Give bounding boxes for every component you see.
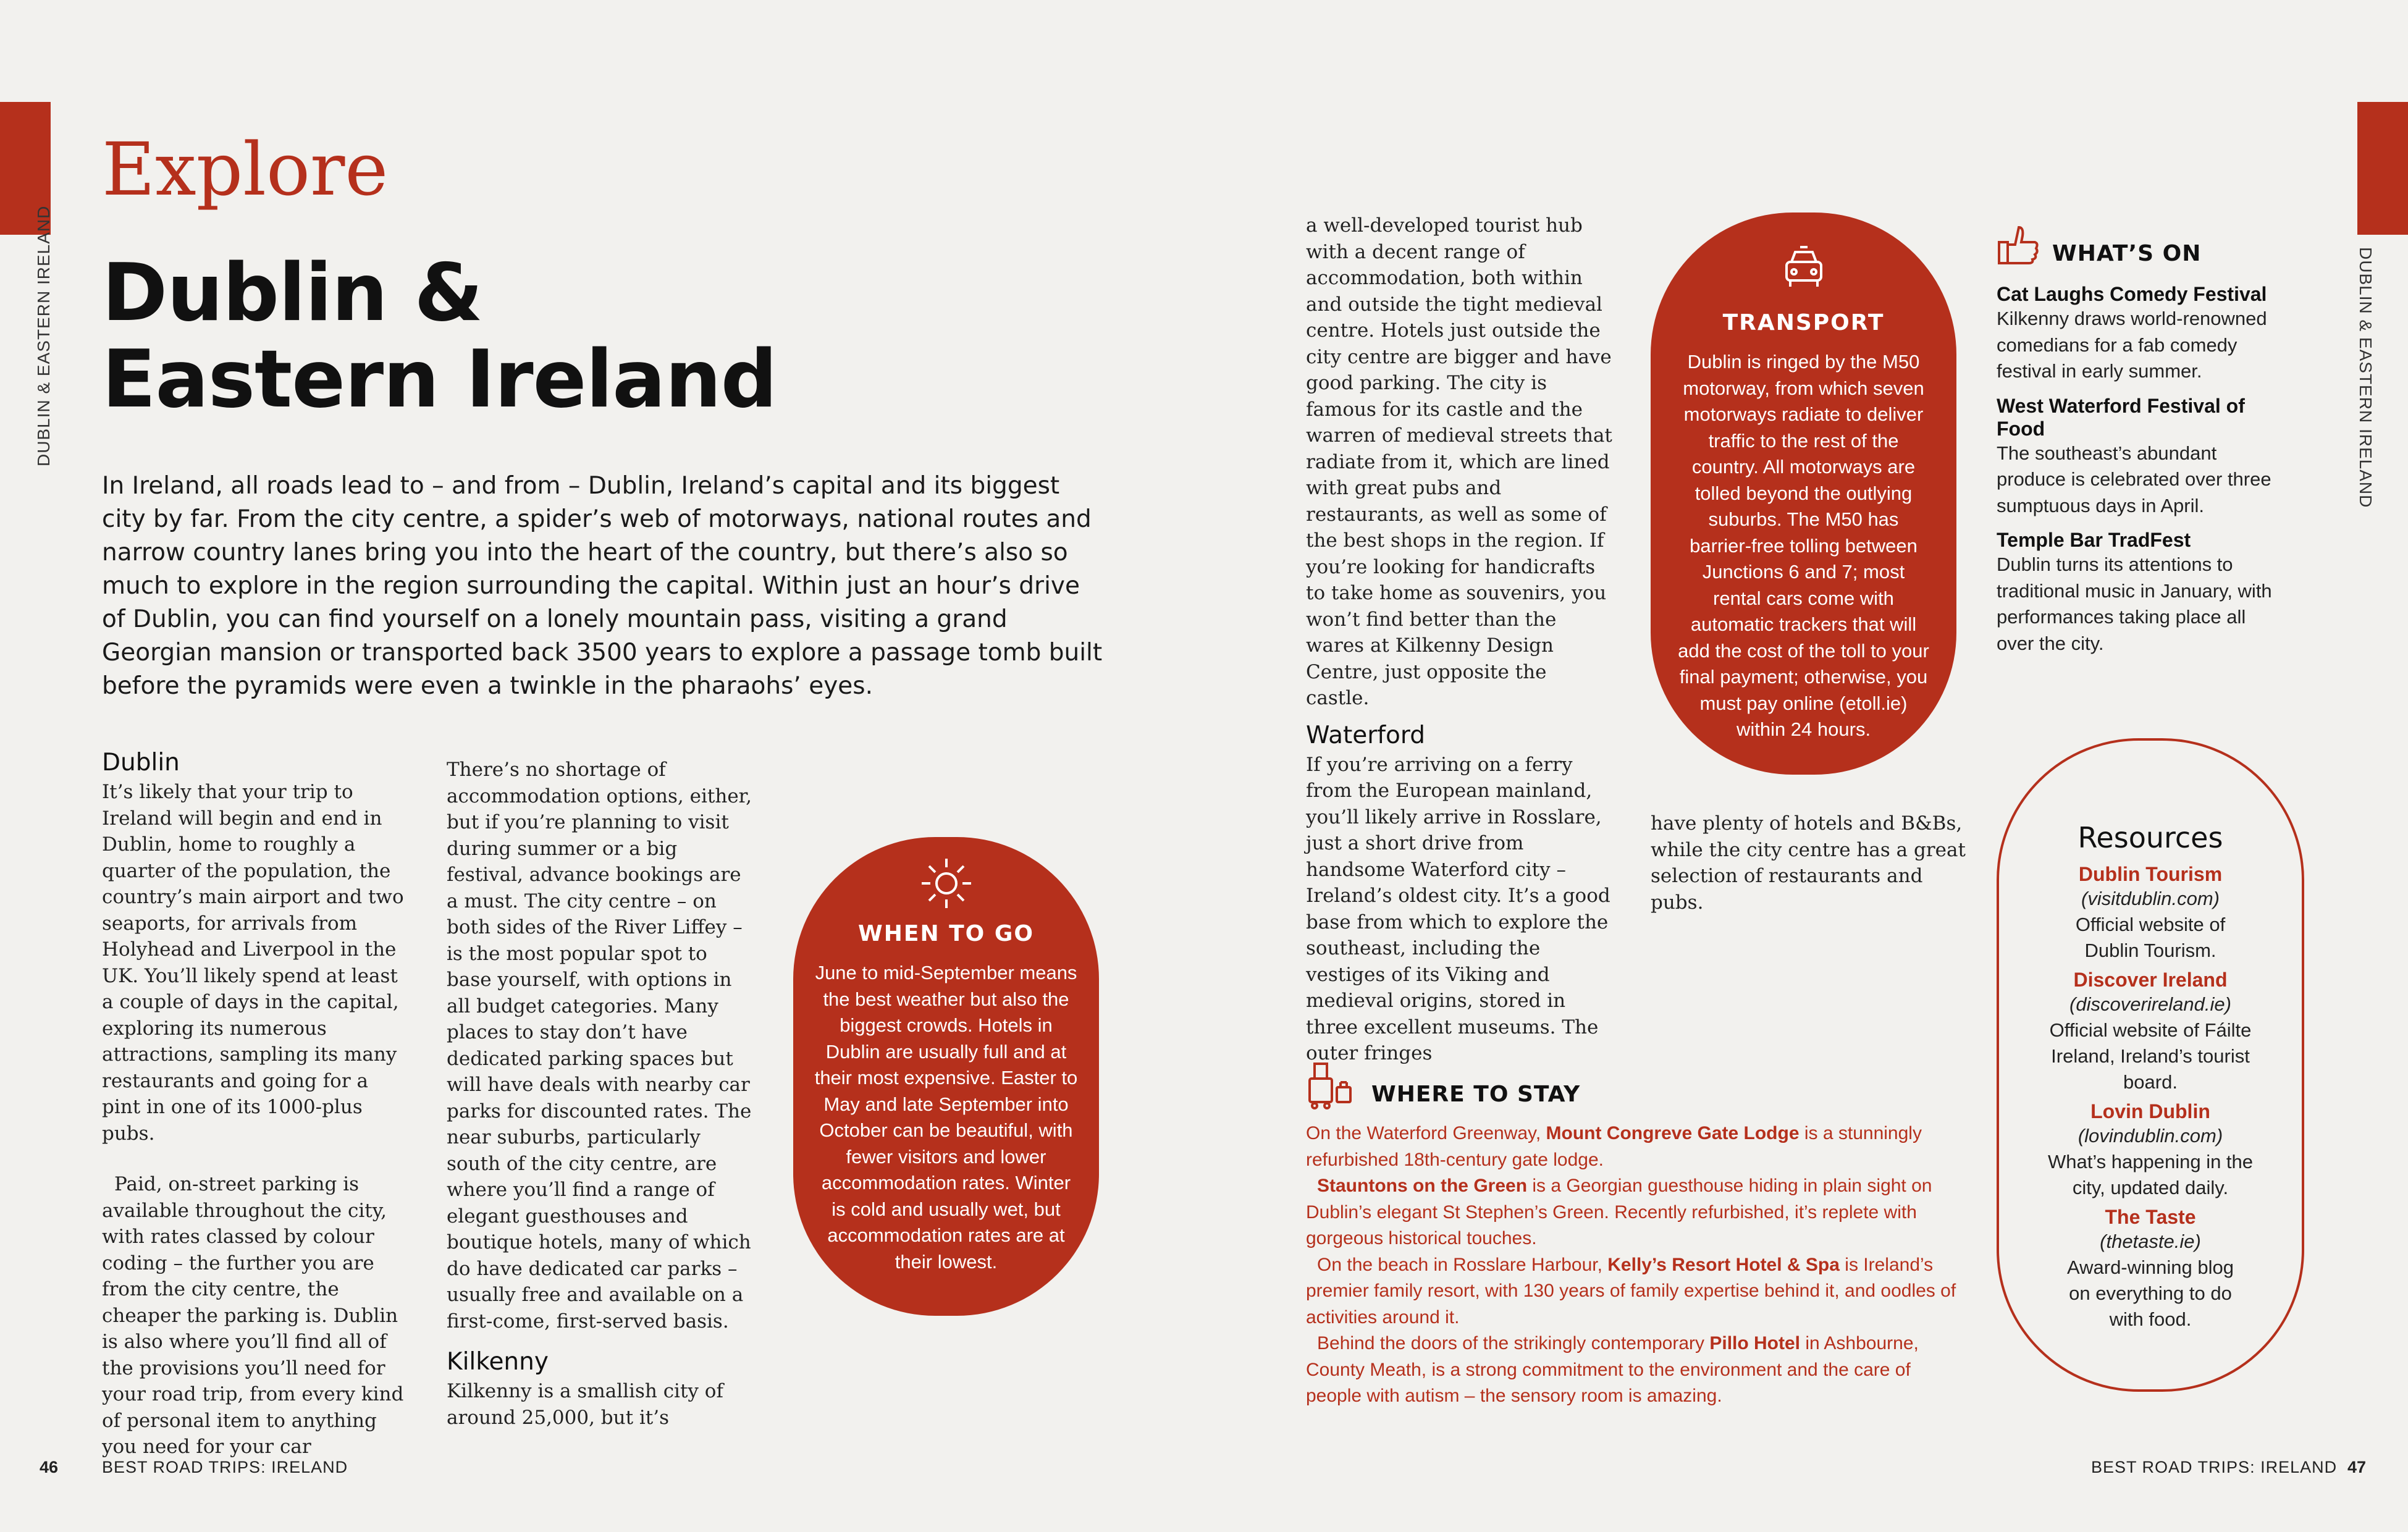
when-to-go-text: June to mid-September means the best weather but also the biggest crowds. Hotels in Dublin are usually full and at their most expensive. Easter to May and late September into October can be beautiful, with fewer visitors and lower accommodation rates. Winter is cold and usually wet, but accommodation rates are at their lowest. <box>814 962 1078 1273</box>
event-description: Kilkenny draws world-renowned comedians for a fab comedy festival in early summer. <box>1997 308 2267 382</box>
event-description: The southeast’s abundant produce is celebrated over three sumptuous days in April. <box>1997 442 2271 516</box>
resource-description: What’s happening in the city, updated daily. <box>2047 1151 2254 1198</box>
resource-item <box>1999 1206 2302 1332</box>
resource-url: (lovindublin.com) <box>2078 1125 2223 1147</box>
when-to-go-panel <box>793 837 1099 1316</box>
kilkenny-paragraph-continued: a well-developed tourist hub with a decent range of accommodation, both within and outside the tight medieval centre. Hotels just outside the city centre are bigger and have good parking. The city is famous for its castle and the warren of medieval streets that radiate from it, which are lined with great pubs and restaurants, as well as some of the best shops in the region. If you’re looking for handicrafts to take home as souvenirs, you won’t find better than the wares at Kilkenny Design Centre, just opposite the castle. <box>1306 214 1612 709</box>
stay-item <box>1306 1252 1961 1331</box>
right-book-title: BEST ROAD TRIPS: IRELAND <box>2091 1458 2338 1476</box>
page-title <box>102 247 967 426</box>
transport-text: Dublin is ringed by the M50 motorway, from which seven motorways radiate to deliver traffic to the rest of the country. All motorways are tolled beyond the outlying suburbs. The M50 has barrier-free tolling between Junctions 6 and 7; most rental cars come with automatic trackers that will add the cost of the toll to your final payment; otherwise, you must pay online (etoll.ie) within 24 hours. <box>1678 351 1929 740</box>
resource-description: Official website of Dublin Tourism. <box>2075 914 2226 961</box>
stay-item-name: Mount Congreve Gate Lodge <box>1546 1123 1800 1143</box>
thumbs-up-icon <box>1997 222 2041 267</box>
waterford-paragraph: If you’re arriving on a ferry from the European mainland, you’ll likely arrive in Rosslare, just a short drive from handsome Waterford city – Ireland’s oldest city. It’s a good base from which to explore the southeast, including the vestiges of its Viking and medieval origins, stored in three excellent museums. The outer fringes <box>1306 753 1610 1064</box>
stay-item-intro: On the Waterford Greenway, <box>1306 1123 1546 1143</box>
waterford-continued-column <box>1651 810 1966 915</box>
stay-item-description: in Ashbourne, County Meath, is a strong commitment to the environment and the care of people with autism – the sensory room is amazing. <box>1306 1333 1919 1406</box>
left-book-title: BEST ROAD TRIPS: IRELAND <box>102 1458 348 1476</box>
stay-item-description: is a stunningly refurbished 18th-century gate lodge. <box>1306 1123 1922 1170</box>
stay-item <box>1306 1331 1961 1410</box>
dublin-paragraph-1: It’s likely that your trip to Ireland will begin and end in Dublin, home to roughly a quarter of the population, the country’s main airport and two seaports, for arrivals from Holyhead and Liverpool in the UK. You’ll likely spend at least a couple of days in the capital, exploring its numerous attractions, sampling its many restaurants and going for a pint in one of its 1000-plus pubs. <box>102 781 404 1145</box>
kilkenny-paragraph-start: Kilkenny is a smallish city of around 25,000, but it’s <box>447 1380 723 1429</box>
stay-item <box>1306 1121 1961 1173</box>
dublin-paragraph-2: Paid, on-street parking is available throughout the city, with rates classed by colour coding – the further you are from the city centre, the cheaper the parking is. Dublin is also where you’ll find all of the provisions you’ll need for your road trip, from every kind of personal item to anything you need for your car <box>102 1173 404 1458</box>
kilkenny-heading: Kilkenny <box>447 1348 549 1376</box>
resource-url: (discoverireland.ie) <box>2069 993 2231 1015</box>
title-line-2: Eastern Ireland <box>102 334 777 426</box>
resource-item <box>1999 969 2302 1095</box>
event-description: Dublin turns its attentions to traditional music in January, with performances taking place all over the city. <box>1997 553 2272 654</box>
resource-name: Dublin Tourism <box>2078 863 2223 885</box>
right-running-head: DUBLIN & EASTERN IRELAND <box>2356 247 2375 508</box>
kilkenny-waterford-column <box>1306 213 1615 1067</box>
stay-item-name: Kelly’s Resort Hotel & Spa <box>1607 1254 1840 1275</box>
waterford-paragraph-continued: have plenty of hotels and B&Bs, while the city centre has a great selection of restaurants and pubs. <box>1651 812 1966 914</box>
intro-paragraph: In Ireland, all roads lead to – and from – Dublin, Ireland’s capital and its biggest city by far. From the city centre, a spider’s web of motorways, national routes and narrow country lanes bring you into the heart of the country, but there’s also so much to explore in the region surrounding the capital. Within just an hour’s drive of Dublin, you can find yourself on a lonely mountain pass, visiting a grand Georgian mansion or transported back 3500 years to explore a passage tomb built before the pyramids were even a twinkle in the pharaohs’ eyes. <box>102 472 1103 700</box>
event-item <box>1997 395 2287 520</box>
where-to-stay-section <box>1306 1058 1961 1410</box>
when-to-go-heading: WHEN TO GO <box>858 921 1034 946</box>
resource-url: (visitdublin.com) <box>2081 888 2220 909</box>
where-to-stay-heading: WHERE TO STAY <box>1371 1082 1581 1107</box>
resource-url: (thetaste.ie) <box>2100 1231 2201 1252</box>
stay-item-name: Pillo Hotel <box>1709 1333 1801 1353</box>
stay-item-description: is a Georgian guesthouse hiding in plain sight on Dublin’s elegant St Stephen’s Green. Recently refurbished, it’s replete with gorgeous historical touches. <box>1306 1176 1932 1248</box>
whats-on-heading: WHAT’S ON <box>2052 240 2202 266</box>
stay-item-intro: Behind the doors of the strikingly contemporary <box>1317 1333 1710 1353</box>
sun-icon <box>793 856 1099 914</box>
transport-heading: TRANSPORT <box>1722 310 1885 335</box>
event-list <box>1997 283 2287 657</box>
event-name: Cat Laughs Comedy Festival <box>1997 283 2267 305</box>
resource-description: Award-winning blog on everything to do with food. <box>2067 1256 2234 1330</box>
event-item <box>1997 529 2287 657</box>
event-name: West Waterford Festival of Food <box>1997 394 2245 440</box>
where-to-stay-header <box>1306 1058 1961 1109</box>
resource-name: Lovin Dublin <box>2090 1100 2210 1122</box>
resources-heading: Resources <box>2078 821 2223 854</box>
event-name: Temple Bar TradFest <box>1997 529 2191 551</box>
left-page-number: 46 <box>40 1458 59 1476</box>
resource-item <box>1999 863 2302 964</box>
stay-item-name: Stauntons on the Green <box>1317 1176 1528 1196</box>
waterford-heading: Waterford <box>1306 721 1425 749</box>
resource-name: Discover Ireland <box>2073 969 2228 991</box>
dublin-heading: Dublin <box>102 749 180 777</box>
dublin-column <box>102 749 411 1460</box>
left-running-head: DUBLIN & EASTERN IRELAND <box>34 205 53 466</box>
transport-panel <box>1651 213 1956 775</box>
stay-item-description: is Ireland’s premier family resort, with 130 years of family expertise behind it, and oodles of activities around it. <box>1306 1254 1956 1328</box>
accommodation-column <box>447 757 756 1431</box>
car-icon <box>1651 245 1956 297</box>
hotel-bellhop-icon <box>1306 1058 1355 1109</box>
title-line-1: Dublin & <box>102 247 483 339</box>
whats-on-section <box>1997 222 2287 667</box>
accommodation-paragraph: There’s no shortage of accommodation options, either, but if you’re planning to visit during summer or a big festival, advance bookings are a must. The city centre – on both sides of the River Liffey – is the most popular spot to base yourself, with options in all budget categories. Many places to stay don’t have dedicated parking spaces but will have deals with nearby car parks for discounted rates. The near suburbs, particularly south of the city centre, are where you’ll find a range of elegant guesthouses and boutique hotels, many of which do have dedicated car parks – usually free and available on a first-come, first-served basis. <box>447 759 752 1332</box>
resource-item <box>1999 1100 2302 1201</box>
right-edge-tab <box>2357 102 2408 235</box>
stay-item <box>1306 1173 1961 1252</box>
event-item <box>1997 283 2287 385</box>
stay-item-intro: On the beach in Rosslare Harbour, <box>1317 1254 1608 1275</box>
section-label: Explore <box>102 127 389 212</box>
whats-on-header <box>1997 222 2287 267</box>
resources-panel <box>1997 738 2304 1392</box>
right-page-number: 47 <box>2347 1458 2367 1476</box>
resource-description: Official website of Fáilte Ireland, Ireland’s tourist board. <box>2049 1019 2252 1093</box>
resource-name: The Taste <box>2105 1206 2196 1228</box>
